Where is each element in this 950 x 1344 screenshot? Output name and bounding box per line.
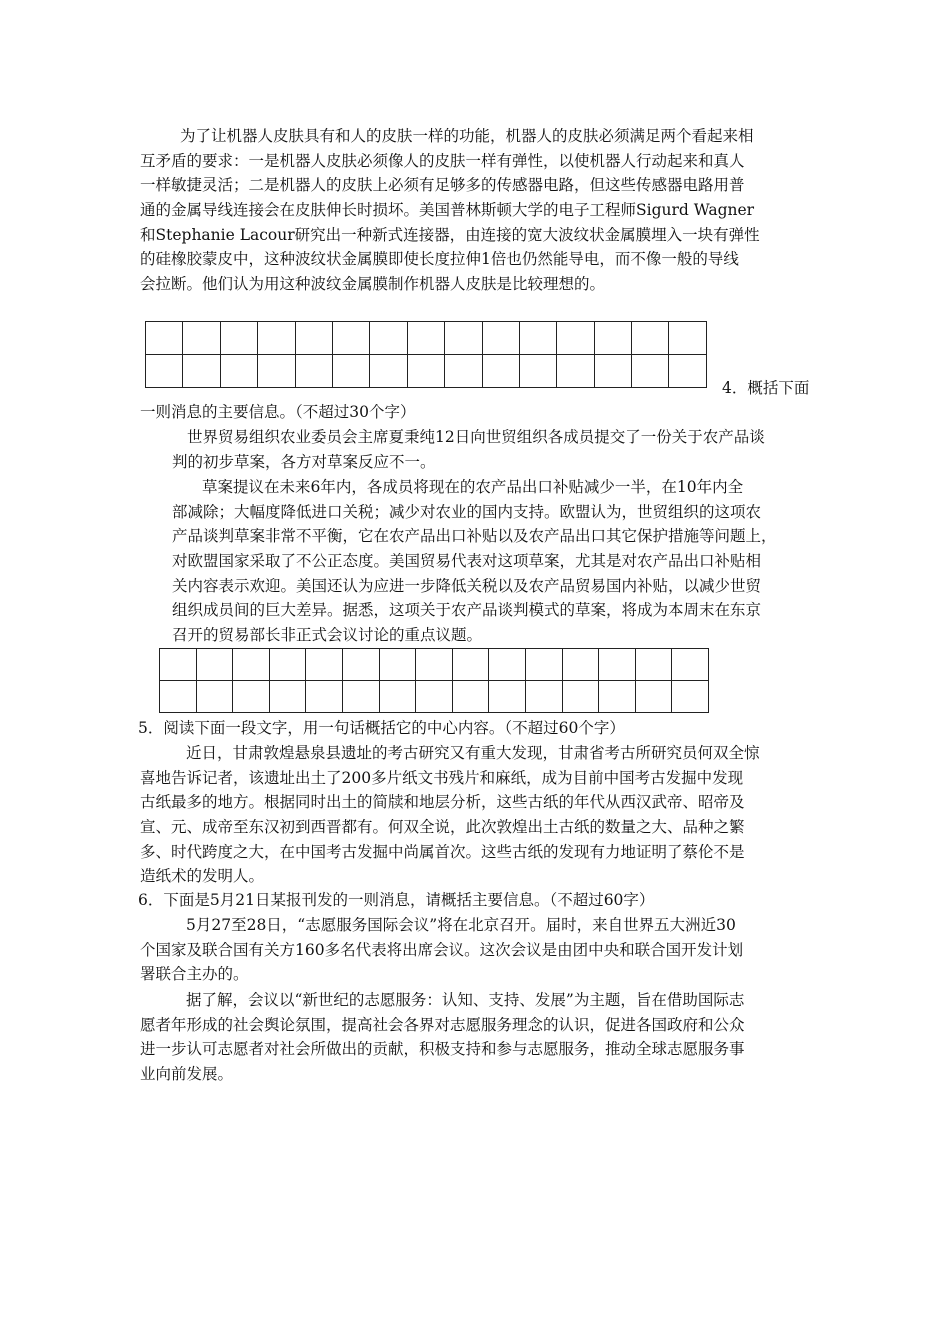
- passage-line: 多、时代跨度之大，在中国考古发掘中尚属首次。这些古纸的发现有力地证明了蔡伦不是: [140, 842, 745, 861]
- passage-line: 通的金属导线连接会在皮肤伸长时损坏。美国普林斯顿大学的电子工程师Sigurd Wagner: [140, 201, 755, 220]
- answer-cell[interactable]: [379, 681, 416, 713]
- passage-line: 宣、元、成帝至东汉初到西晋都有。何双全说，此次敦煌出土古纸的数量之大、品种之繁: [140, 818, 745, 837]
- question-5-passage: [140, 741, 760, 889]
- passage-line: 喜地告诉记者，该遗址出土了200多片纸文书残片和麻纸，成为目前中国考古发掘中发现: [140, 768, 744, 787]
- answer-cell[interactable]: [519, 355, 556, 388]
- passage-line: 为了让机器人皮肤具有和人的皮肤一样的功能，机器人的皮肤必须满足两个看起来相: [180, 127, 754, 145]
- answer-cell[interactable]: [233, 681, 270, 713]
- passage-line: 业向前发展。: [140, 1065, 234, 1084]
- answer-cell[interactable]: [332, 355, 369, 388]
- answer-cell[interactable]: [594, 322, 631, 355]
- answer-cell[interactable]: [146, 322, 183, 355]
- question-6-passage-paragraph-2: [140, 988, 745, 1087]
- answer-cell[interactable]: [342, 681, 379, 713]
- passage-line: 造纸术的发明人。: [140, 867, 265, 886]
- answer-cell[interactable]: [562, 681, 599, 713]
- passage-line: 召开的贸易部长非正式会议讨论的重点议题。: [172, 626, 483, 645]
- passage-line: 互矛盾的要求：一是机器人皮肤必须像人的皮肤一样有弹性，以使机器人行动起来和真人: [140, 151, 745, 170]
- answer-cell[interactable]: [632, 322, 669, 355]
- answer-cell[interactable]: [452, 649, 489, 681]
- passage-line: 愿者年形成的社会舆论氛围，提高社会各界对志愿服务理念的认识，促进各国政府和公众: [140, 1015, 745, 1034]
- answer-cell[interactable]: [482, 355, 519, 388]
- answer-cell[interactable]: [258, 322, 295, 355]
- answer-cell[interactable]: [370, 355, 407, 388]
- answer-cell[interactable]: [445, 355, 482, 388]
- answer-cell[interactable]: [635, 681, 672, 713]
- passage-line: 组织成员间的巨大差异。据悉，这项关于农产品谈判模式的草案，将成为本周末在东京: [172, 601, 762, 620]
- question-4-title-end: 一则消息的主要信息。（不超过30个字）: [140, 403, 416, 421]
- answer-cell[interactable]: [146, 355, 183, 388]
- answer-cell[interactable]: [258, 355, 295, 388]
- answer-cell[interactable]: [452, 681, 489, 713]
- answer-cell[interactable]: [416, 649, 453, 681]
- passage-line: 会拉断。他们认为用这种波纹金属膜制作机器人皮肤是比较理想的。: [140, 275, 606, 294]
- question-5-title: 5．阅读下面一段文字，用一句话概括它的中心内容。（不超过60个字）: [138, 719, 625, 737]
- answer-cell[interactable]: [160, 649, 197, 681]
- answer-cell[interactable]: [562, 649, 599, 681]
- answer-cell[interactable]: [196, 681, 233, 713]
- question-4-passage-paragraph-1: [172, 425, 765, 474]
- answer-cell[interactable]: [557, 322, 594, 355]
- answer-cell[interactable]: [519, 322, 556, 355]
- passage-line: 署联合主办的。: [140, 965, 249, 984]
- answer-cell[interactable]: [599, 649, 636, 681]
- passage-line: 个国家及联合国有关方160多名代表将出席会议。这次会议是由团中央和联合国开发计划: [140, 940, 744, 959]
- answer-cell[interactable]: [183, 355, 220, 388]
- passage-line: 的硅橡胶蒙皮中，这种波纹状金属膜即使长度拉伸1倍也仍然能导电，而不像一般的导线: [140, 250, 739, 269]
- answer-cell[interactable]: [379, 649, 416, 681]
- answer-cell[interactable]: [295, 355, 332, 388]
- answer-cell[interactable]: [370, 322, 407, 355]
- answer-cell[interactable]: [672, 681, 709, 713]
- question-4-passage-paragraph-2: [172, 475, 777, 648]
- answer-cell[interactable]: [489, 681, 526, 713]
- answer-cell[interactable]: [306, 649, 343, 681]
- passage-line: 关内容表示欢迎。美国还认为应进一步降低关税以及农产品贸易国内补贴，以减少世贸: [172, 576, 762, 595]
- answer-cell[interactable]: [525, 681, 562, 713]
- passage-line: 判的初步草案，各方对草案反应不一。: [172, 452, 436, 471]
- answer-cell[interactable]: [196, 649, 233, 681]
- answer-cell[interactable]: [269, 649, 306, 681]
- answer-grid-row: [160, 681, 709, 713]
- answer-cell[interactable]: [332, 322, 369, 355]
- answer-cell[interactable]: [220, 322, 257, 355]
- passage-line: 据了解，会议以“新世纪的志愿服务：认知、支持、发展”为主题，旨在借助国际志: [186, 991, 745, 1009]
- answer-cell[interactable]: [407, 322, 444, 355]
- answer-cell[interactable]: [672, 649, 709, 681]
- answer-cell[interactable]: [599, 681, 636, 713]
- robot-skin-passage: [140, 124, 820, 297]
- question-6-passage-paragraph-1: [140, 913, 743, 987]
- question-4-title-start: 4．概括下面: [722, 379, 810, 397]
- passage-line: 产品谈判草案非常不平衡，它在农产品出口补贴以及农产品出口其它保护措施等问题上，: [172, 527, 777, 546]
- answer-cell[interactable]: [594, 355, 631, 388]
- answer-grid-2[interactable]: [159, 648, 709, 713]
- passage-line: 进一步认可志愿者对社会所做出的贡献，积极支持和参与志愿服务，推动全球志愿服务事: [140, 1040, 745, 1059]
- passage-line: 5月27至28日，“志愿服务国际会议”将在北京召开。届时，来自世界五大洲近30: [186, 916, 736, 934]
- answer-grid-row: [160, 649, 709, 681]
- question-6-title: 6．下面是5月21日某报刊发的一则消息，请概括主要信息。（不超过60字）: [138, 891, 655, 909]
- passage-line: 近日，甘肃敦煌悬泉县遗址的考古研究又有重大发现，甘肃省考古所研究员何双全惊: [186, 744, 760, 762]
- answer-cell[interactable]: [482, 322, 519, 355]
- answer-grid-row: [146, 322, 707, 355]
- answer-grid-row: [146, 355, 707, 388]
- answer-cell[interactable]: [220, 355, 257, 388]
- answer-cell[interactable]: [183, 322, 220, 355]
- answer-cell[interactable]: [306, 681, 343, 713]
- passage-line: 草案提议在未来6年内，各成员将现在的农产品出口补贴减少一半，在10年内全: [202, 478, 744, 496]
- passage-line: 和Stephanie Lacour研究出一种新式连接器，由连接的宽大波纹状金属膜埋入一块有弹性: [140, 225, 760, 244]
- answer-cell[interactable]: [557, 355, 594, 388]
- answer-cell[interactable]: [669, 355, 706, 388]
- answer-cell[interactable]: [445, 322, 482, 355]
- passage-line: 一样敏捷灵活；二是机器人的皮肤上必须有足够多的传感器电路，但这些传感器电路用普: [140, 176, 745, 195]
- passage-line: 对欧盟国家采取了不公正态度。美国贸易代表对这项草案，尤其是对农产品出口补贴相: [172, 552, 762, 571]
- answer-cell[interactable]: [632, 355, 669, 388]
- answer-cell[interactable]: [635, 649, 672, 681]
- answer-cell[interactable]: [416, 681, 453, 713]
- answer-cell[interactable]: [489, 649, 526, 681]
- answer-cell[interactable]: [160, 681, 197, 713]
- answer-cell[interactable]: [525, 649, 562, 681]
- answer-cell[interactable]: [295, 322, 332, 355]
- passage-line: 部减除；大幅度降低进口关税；减少对农业的国内支持。欧盟认为，世贸组织的这项农: [172, 502, 762, 521]
- answer-cell[interactable]: [342, 649, 379, 681]
- answer-cell[interactable]: [407, 355, 444, 388]
- answer-grid-1[interactable]: [145, 321, 707, 388]
- passage-line: 古纸最多的地方。根据同时出土的简牍和地层分析，这些古纸的年代从西汉武帝、昭帝及: [140, 793, 745, 812]
- passage-line: 世界贸易组织农业委员会主席夏秉纯12日向世贸组织各成员提交了一份关于农产品谈: [187, 428, 765, 446]
- answer-cell[interactable]: [669, 322, 706, 355]
- answer-cell[interactable]: [269, 681, 306, 713]
- answer-cell[interactable]: [233, 649, 270, 681]
